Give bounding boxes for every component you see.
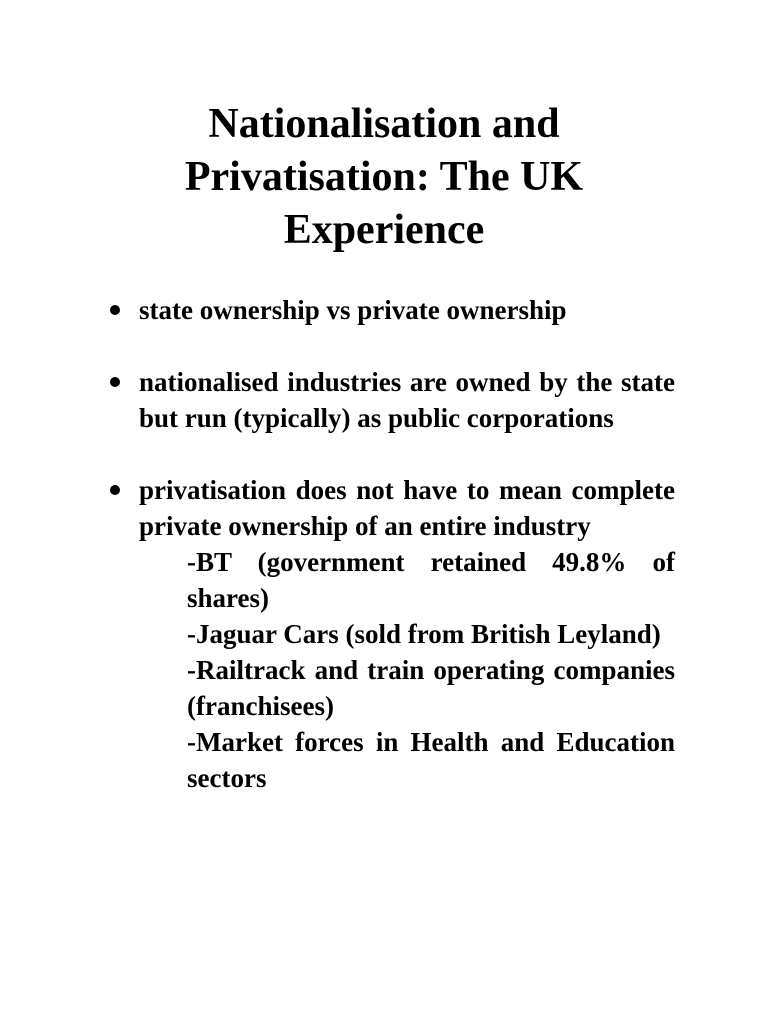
bullet-text: state ownership vs private ownership: [139, 295, 567, 325]
sub-item: -Jaguar Cars (sold from British Leyland): [187, 619, 661, 649]
title-line: Nationalisation and: [208, 101, 560, 147]
bullet-text: privatisation does not have to mean complete private ownership of an entire industry: [139, 475, 675, 541]
bullet-list: [108, 292, 675, 832]
title-line: Privatisation: The UK: [184, 154, 584, 200]
bullet-icon: [110, 377, 120, 387]
bullet-item: [108, 472, 675, 796]
title-line: Experience: [283, 207, 485, 253]
sub-item: -Railtrack and train operating companies (franchisees): [187, 655, 675, 721]
sub-item: -Market forces in Health and Education sectors: [187, 727, 675, 793]
bullet-icon: [110, 305, 120, 315]
sub-item: -BT (government retained 49.8% of shares): [187, 547, 675, 613]
bullet-item: [108, 364, 675, 436]
bullet-text: nationalised industries are owned by the state but run (typically) as public corporations: [139, 367, 675, 433]
bullet-icon: [110, 485, 120, 495]
page-title: [100, 98, 668, 257]
bullet-item: [108, 292, 675, 328]
sub-list: [139, 544, 675, 796]
